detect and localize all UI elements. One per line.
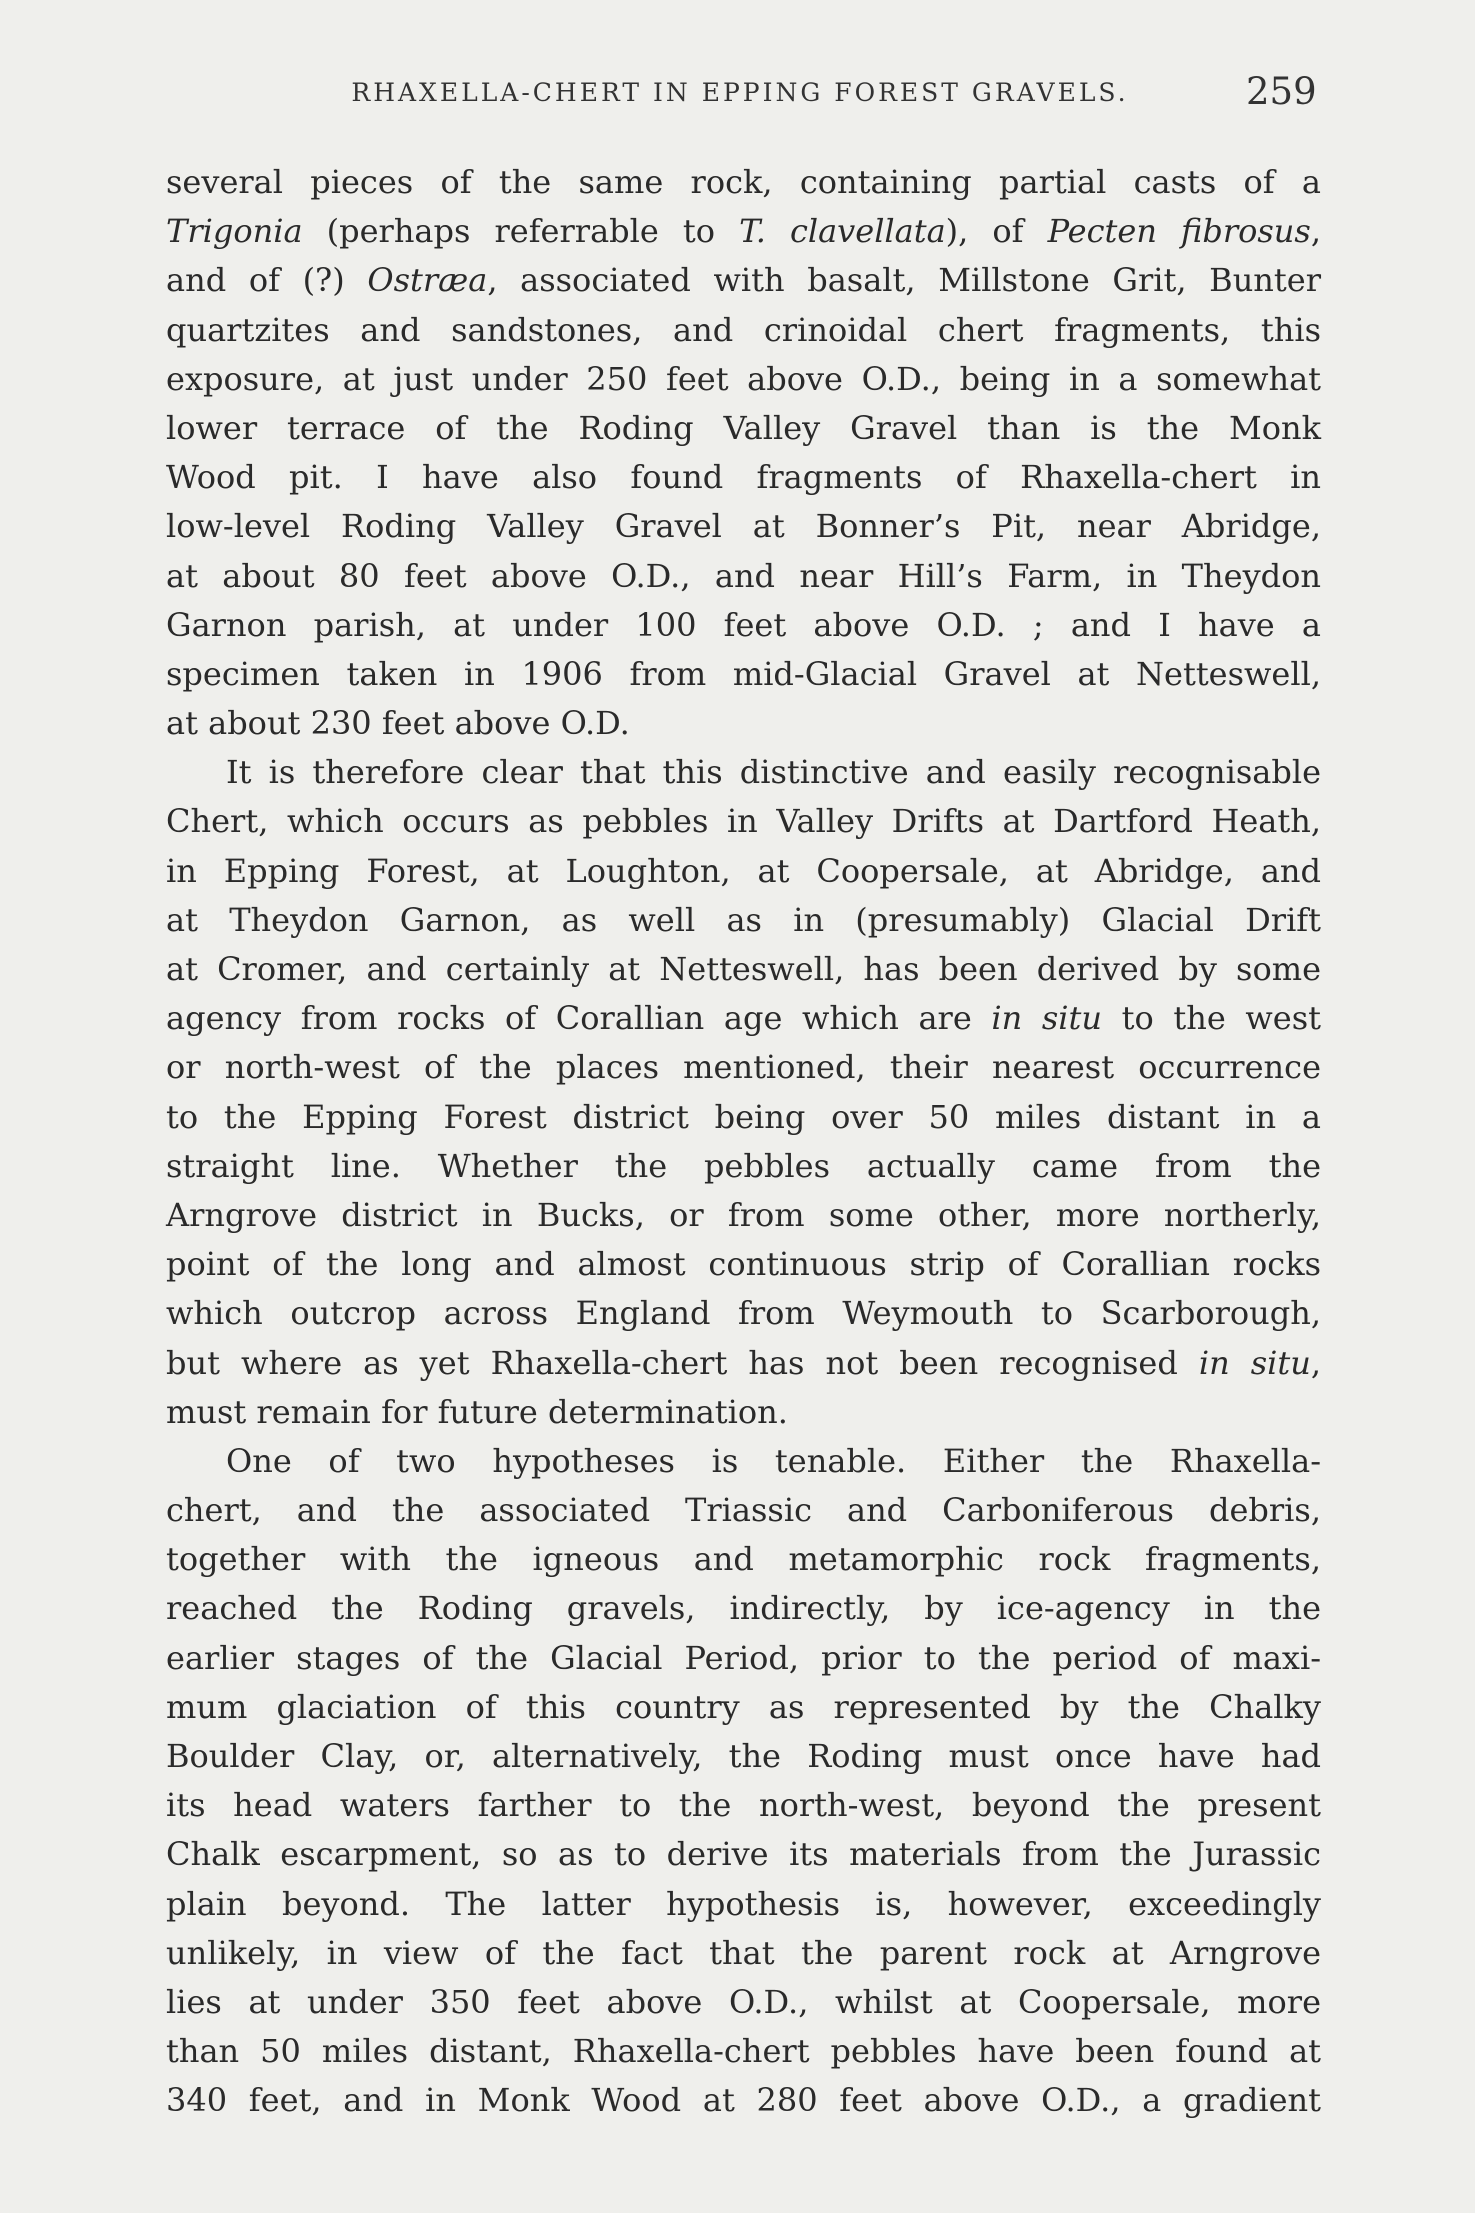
text-line — [166, 552, 1321, 601]
italic-run: Trigonia — [166, 212, 303, 251]
text-line — [166, 847, 1321, 896]
text-run: to the Epping Forest district being over 50 miles distant in a — [166, 1097, 1321, 1136]
text-line — [166, 1732, 1321, 1781]
text-run: quartzites and sandstones, and crinoidal chert fragments, this — [166, 310, 1321, 349]
text-line — [166, 502, 1321, 551]
text-line — [166, 1191, 1321, 1240]
text-run: in Epping Forest, at Loughton, at Coopersale, at Abridge, and — [166, 851, 1321, 890]
text-run: point of the long and almost continuous strip of Corallian rocks — [166, 1245, 1321, 1284]
text-run: several pieces of the same rock, containing partial casts of a — [166, 163, 1321, 201]
text-line — [166, 1781, 1321, 1830]
text-run: at Theydon Garnon, as well as in (presumably) Glacial Drift — [166, 900, 1321, 939]
italic-run: Pecten fibrosus — [1047, 212, 1311, 251]
text-run: ), of — [945, 212, 1048, 251]
text-line — [166, 994, 1321, 1043]
page-number: 259 — [1246, 70, 1317, 113]
italic-run: Ostræa — [367, 261, 488, 300]
text-run: plain beyond. The latter hypothesis is, however, exceedingly — [166, 1884, 1321, 1923]
text-line — [166, 1634, 1321, 1683]
text-line — [166, 1142, 1321, 1191]
text-run: at Cromer, and certainly at Netteswell, has been derived by some — [166, 950, 1321, 988]
text-line — [166, 158, 1321, 207]
text-run: 340 feet, and in Monk Wood at 280 feet above O.D., a gradient — [166, 2081, 1321, 2120]
text-line — [166, 1339, 1321, 1388]
text-line — [166, 355, 1321, 404]
text-run: than 50 miles distant, Rhaxella-chert pebbles have been found at — [166, 2032, 1321, 2071]
running-title: RHAXELLA-CHERT IN EPPING FOREST GRAVELS. — [351, 78, 1129, 107]
text-line — [166, 306, 1321, 355]
text-run: low-level Roding Valley Gravel at Bonner’s Pit, near Abridge, — [166, 507, 1321, 546]
text-line — [166, 2076, 1321, 2125]
text-line — [166, 1289, 1321, 1338]
text-run: Garnon parish, at under 100 feet above O.D. ; and I have a — [166, 605, 1321, 644]
text-run: Chert, which occurs as pebbles in Valley Drifts at Dartford Heath, — [166, 802, 1321, 841]
text-run: at about 80 feet above O.D., and near Hill’s Farm, in Theydon — [166, 556, 1321, 595]
text-line — [166, 1880, 1321, 1929]
text-run: at about 230 feet above O.D. — [166, 704, 630, 743]
text-line — [166, 1240, 1321, 1289]
text-line — [166, 1929, 1321, 1978]
text-run: exposure, at just under 250 feet above O.D., being in a somewhat — [166, 359, 1321, 398]
text-run: agency from rocks of Corallian age which are — [166, 999, 992, 1038]
text-line — [166, 1437, 1321, 1486]
text-line — [166, 1830, 1321, 1879]
text-run: earlier stages of the Glacial Period, prior to the period of maxi- — [166, 1638, 1321, 1677]
text-line — [166, 1535, 1321, 1584]
text-run: but where as yet Rhaxella-chert has not been recognised — [166, 1343, 1199, 1382]
text-run: Wood pit. I have also found fragments of Rhaxella-chert in — [166, 458, 1321, 497]
text-line — [166, 1978, 1321, 2027]
text-line — [166, 797, 1321, 846]
text-line — [166, 1584, 1321, 1633]
text-run: must remain for future determination. — [166, 1392, 788, 1431]
text-line — [166, 896, 1321, 945]
body-text — [166, 158, 1321, 2126]
text-run: or north-west of the places mentioned, their nearest occurrence — [166, 1048, 1321, 1087]
text-run: Chalk escarpment, so as to derive its materials from the Jurassic — [166, 1835, 1321, 1874]
text-line — [166, 601, 1321, 650]
text-run: lower terrace of the Roding Valley Gravel than is the Monk — [166, 408, 1321, 447]
text-run: to the west — [1102, 999, 1322, 1038]
text-line — [166, 650, 1321, 699]
text-run: its head waters farther to the north-west, beyond the present — [166, 1786, 1321, 1825]
text-line — [166, 207, 1321, 256]
text-run: , associated with basalt, Millstone Grit, Bunter — [487, 261, 1321, 300]
text-line — [166, 1388, 1321, 1437]
text-run: straight line. Whether the pebbles actually came from the — [166, 1146, 1321, 1185]
text-line — [166, 945, 1321, 994]
italic-run: T. clavellata — [739, 212, 946, 251]
text-run: , — [1310, 1343, 1322, 1382]
text-run: Boulder Clay, or, alternatively, the Roding must once have had — [166, 1737, 1321, 1775]
text-run: reached the Roding gravels, indirectly, by ice-agency in the — [166, 1589, 1321, 1628]
text-run: lies at under 350 feet above O.D., whilst at Coopersale, more — [166, 1982, 1321, 2021]
text-line — [166, 404, 1321, 453]
text-line — [166, 1683, 1321, 1732]
text-line — [166, 1093, 1321, 1142]
italic-run: in situ — [1198, 1343, 1311, 1382]
text-run: It is therefore clear that this distinctive and easily recognisable — [226, 753, 1321, 792]
text-line — [166, 699, 1321, 748]
text-line — [166, 453, 1321, 502]
text-run: mum glaciation of this country as represented by the Chalky — [166, 1687, 1321, 1726]
text-line — [166, 2027, 1321, 2076]
text-run: and of (?) — [166, 261, 368, 300]
text-run: One of two hypotheses is tenable. Either the Rhaxella- — [226, 1441, 1321, 1480]
text-run: (perhaps referrable to — [302, 212, 740, 251]
text-run: which outcrop across England from Weymouth to Scarborough, — [166, 1294, 1321, 1333]
paragraph — [166, 1437, 1321, 2126]
text-run: together with the igneous and metamorphic rock fragments, — [166, 1540, 1321, 1579]
text-line — [166, 1486, 1321, 1535]
text-run: Arngrove district in Bucks, or from some other, more northerly, — [166, 1195, 1321, 1234]
text-line — [166, 748, 1321, 797]
paragraph — [166, 748, 1321, 1437]
text-line — [166, 256, 1321, 305]
text-run: , — [1310, 212, 1321, 251]
text-run: chert, and the associated Triassic and Carboniferous debris, — [166, 1491, 1321, 1530]
text-run: specimen taken in 1906 from mid-Glacial Gravel at Netteswell, — [166, 654, 1321, 693]
paragraph — [166, 158, 1321, 748]
text-run: unlikely, in view of the fact that the parent rock at Arngrove — [166, 1933, 1321, 1972]
text-line — [166, 1043, 1321, 1092]
italic-run: in situ — [991, 999, 1102, 1038]
